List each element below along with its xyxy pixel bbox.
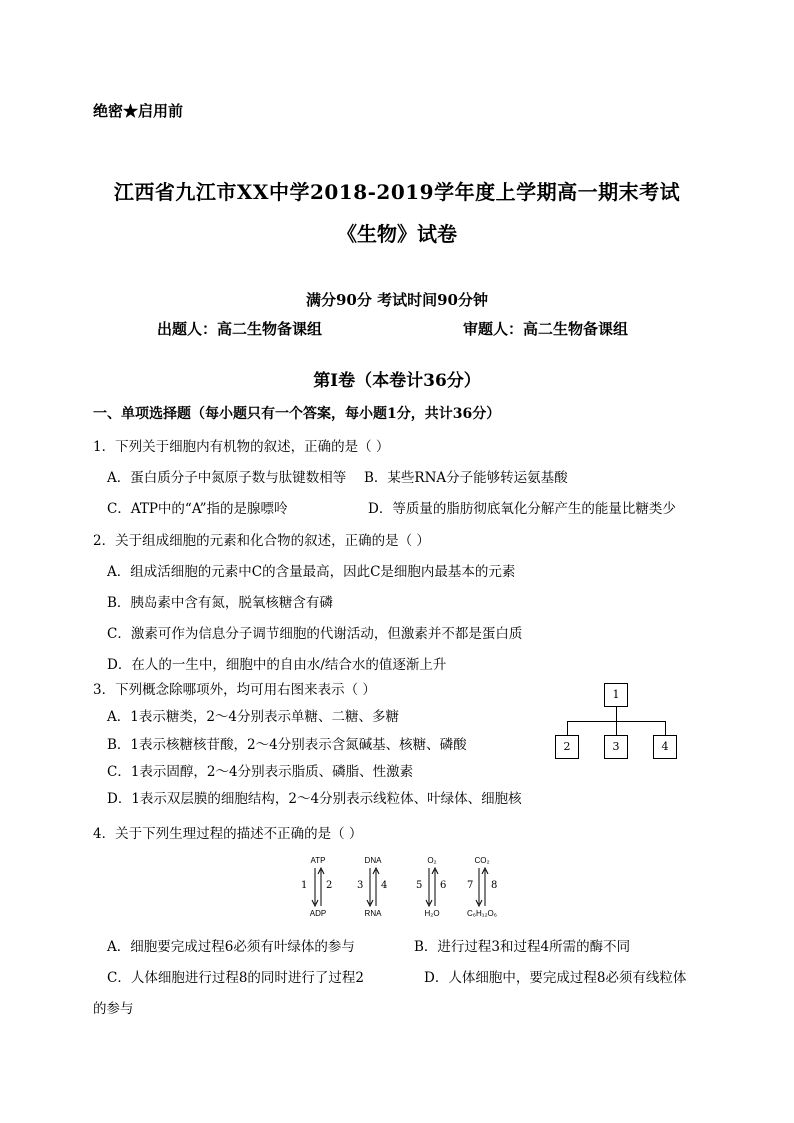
cycle-3-bottom: H₂O bbox=[424, 909, 440, 918]
part-title: 第Ⅰ卷（本卷计36分） bbox=[313, 371, 481, 391]
question-3-option-c: C．1表示固醇，2～4分别表示脂质、磷脂、性激素 bbox=[107, 764, 414, 780]
question-4-option-b: B．进行过程3和过程4所需的酶不同 bbox=[414, 939, 631, 955]
question-3-option-a: A．1表示糖类，2～4分别表示单糖、二糖、多糖 bbox=[107, 709, 400, 725]
section-title: 一、单项选择题（每小题只有一个答案，每小题1分，共计36分） bbox=[93, 406, 501, 422]
cycle-4-bottom: C₆H₁₂O₆ bbox=[466, 909, 498, 918]
cycle-1-bottom: ADP bbox=[309, 909, 327, 918]
diagram-box-2: 2 bbox=[555, 735, 579, 759]
cycle-1-left-num: 1 bbox=[301, 880, 308, 891]
question-1-option-a: A．蛋白质分子中氮原子数与肽键数相等 bbox=[107, 470, 347, 486]
question-1-option-d: D．等质量的脂肪彻底氧化分解产生的能量比糖类少 bbox=[368, 501, 676, 517]
cycle-4-top: CO₂ bbox=[474, 856, 490, 865]
arrowhead-6 bbox=[432, 868, 438, 874]
question-3-option-b: B．1表示核糖核苷酸，2～4分别表示含氮碱基、核糖、磷酸 bbox=[107, 737, 467, 753]
arrowhead-8 bbox=[482, 868, 488, 874]
confidential-mark: 绝密★启用前 bbox=[93, 102, 184, 120]
cycle-2-right-num: 4 bbox=[381, 880, 388, 891]
question-1-option-c: C．ATP中的“A”指的是腺嘌呤 bbox=[107, 501, 288, 517]
cycle-3-top: O₂ bbox=[427, 856, 437, 865]
diagram-drop-line-3 bbox=[616, 721, 617, 735]
diagram-drop-line-4 bbox=[665, 721, 666, 735]
diagram-drop-line-2 bbox=[567, 721, 568, 735]
arrowhead-4 bbox=[373, 868, 379, 874]
arrowhead-5 bbox=[426, 900, 432, 906]
exam-subject: 《生物》试卷 bbox=[337, 222, 457, 246]
cycle-1-top: ATP bbox=[310, 856, 326, 865]
question-reviewer: 审题人：高二生物备课组 bbox=[463, 320, 629, 338]
arrowhead-2 bbox=[318, 868, 324, 874]
cycle-4-left-num: 7 bbox=[467, 880, 474, 891]
question-setter: 出题人：高二生物备课组 bbox=[157, 320, 323, 338]
diagram-box-3: 3 bbox=[604, 735, 628, 759]
cycle-3-left-num: 5 bbox=[416, 880, 423, 891]
question-4-option-a: A．细胞要完成过程6必须有叶绿体的参与 bbox=[107, 939, 355, 955]
arrowhead-1 bbox=[312, 900, 318, 906]
score-time: 满分90分 考试时间90分钟 bbox=[306, 291, 488, 309]
cycle-4-right-num: 8 bbox=[491, 880, 498, 891]
question-4-option-d: D．人体细胞中，要完成过程8必须有线粒体 bbox=[424, 970, 687, 986]
question-4-option-c: C．人体细胞进行过程8的同时进行了过程2 bbox=[107, 970, 365, 986]
question-2-stem: 2．关于组成细胞的元素和化合物的叙述，正确的是（ ） bbox=[93, 533, 430, 549]
question-2-option-a: A．组成活细胞的元素中C的含量最高，因此C是细胞内最基本的元素 bbox=[107, 564, 516, 580]
question-2-option-b: B．胰岛素中含有氮，脱氧核糖含有磷 bbox=[107, 595, 333, 611]
arrowhead-7 bbox=[476, 900, 482, 906]
cycle-1-right-num: 2 bbox=[326, 880, 333, 891]
diagram-box-1: 1 bbox=[604, 683, 628, 707]
question-3-stem: 3．下列概念除哪项外，均可用右图来表示（ ） bbox=[93, 682, 376, 698]
cycle-2-left-num: 3 bbox=[357, 880, 364, 891]
arrowhead-3 bbox=[367, 900, 373, 906]
diagram-box-4: 4 bbox=[653, 735, 677, 759]
question-3-option-d: D．1表示双层膜的细胞结构，2～4分别表示线粒体、叶绿体、细胞核 bbox=[107, 791, 522, 807]
question-4-option-d-continued: 的参与 bbox=[93, 1001, 134, 1017]
exam-title: 江西省九江市XX中学2018-2019学年度上学期高一期末考试 bbox=[113, 180, 681, 204]
question-1-stem: 1．下列关于细胞内有机物的叙述，正确的是（ ） bbox=[93, 439, 390, 455]
diagram-stem-line bbox=[616, 707, 617, 722]
cycle-2-bottom: RNA bbox=[364, 909, 382, 918]
question-4-stem: 4．关于下列生理过程的描述不正确的是（ ） bbox=[93, 826, 363, 842]
cycle-2-top: DNA bbox=[364, 856, 382, 865]
question-2-option-c: C．激素可作为信息分子调节细胞的代谢活动，但激素并不都是蛋白质 bbox=[107, 626, 523, 642]
question-1-option-b: B．某些RNA分子能够转运氨基酸 bbox=[364, 470, 568, 486]
cycle-3-right-num: 6 bbox=[440, 880, 447, 891]
question-2-option-d: D．在人的一生中，细胞中的自由水/结合水的值逐渐上升 bbox=[107, 657, 447, 673]
